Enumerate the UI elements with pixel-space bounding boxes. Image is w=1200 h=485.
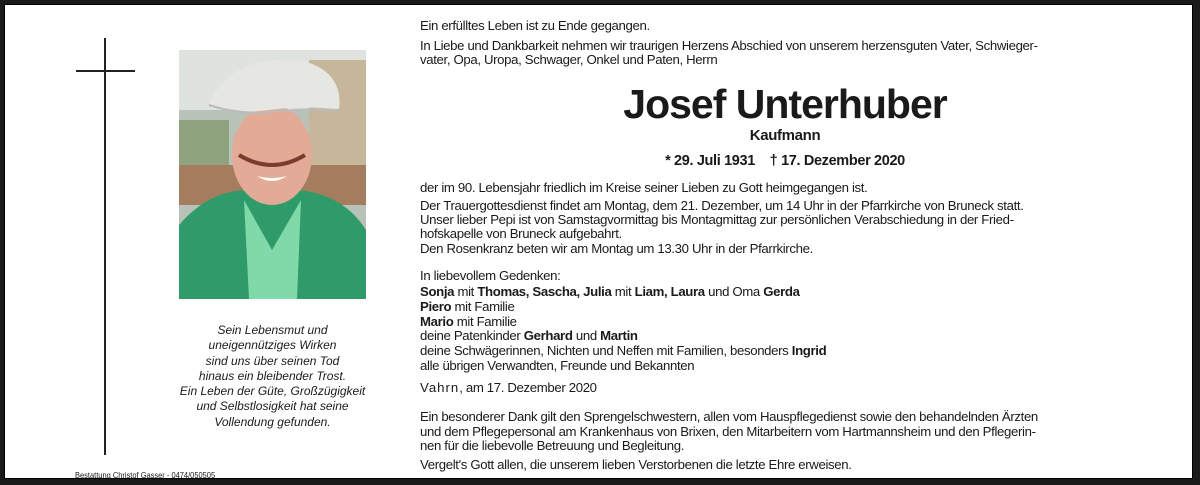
deceased-name: Josef Unterhuber <box>623 81 947 127</box>
quote-line: Vollendung gefunden. <box>214 414 331 429</box>
mourner-line: deine Patenkinder Gerhard und Martin <box>420 328 638 343</box>
mourner-line: deine Schwägerinnen, Nichten und Neffen mit Familien, besonders Ingrid <box>420 343 827 358</box>
intro-line: vater, Opa, Uropa, Schwager, Onkel und Paten, Herrn <box>420 52 718 67</box>
quote-line: hinaus ein bleibender Trost. <box>198 368 347 383</box>
death-date: † 17. Dezember 2020 <box>769 153 905 169</box>
quote-line: Sein Lebensmut und <box>217 323 328 337</box>
thanks-line: Ein besonderer Dank gilt den Sprengelschwestern, allen vom Hauspflegedienst sowie den behandelnden Ärzten <box>420 409 1038 424</box>
quote-line: und Selbstlosigkeit hat seine <box>196 399 349 414</box>
cross-icon <box>104 38 106 455</box>
quote-line: sind uns über seinen Tod <box>205 353 340 368</box>
thanks-line: nen für die liebevolle Betreuung und Begleitung. <box>420 438 685 453</box>
intro-line: Ein erfülltes Leben ist zu Ende gegangen. <box>420 18 650 33</box>
mourner-line: alle übrigen Verwandten, Freunde und Bekannten <box>420 358 695 373</box>
body-line: der im 90. Lebensjahr friedlich im Kreise seiner Lieben zu Gott heimgegangen ist. <box>420 180 868 195</box>
mourner-line: Sonja mit Thomas, Sascha, Julia mit Liam, Laura und Oma Gerda <box>420 284 800 299</box>
mourners-heading: In liebevollem Gedenken: <box>420 268 561 283</box>
body-line: Der Trauergottesdienst findet am Montag, dem 21. Dezember, um 14 Uhr in der Pfarrkirche von Bruneck statt. <box>420 198 1024 213</box>
profession: Kaufmann <box>749 127 821 144</box>
thanks-line: und dem Pflegepersonal am Krankenhaus von Brixen, den Mitarbeitern vom Hartmannsheim und den Pflegerin- <box>420 424 1036 439</box>
portrait-photo <box>179 50 366 299</box>
quote-line: Ein Leben der Güte, Großzügigkeit <box>179 384 366 399</box>
body-line: hofskapelle von Bruneck aufgebahrt. <box>420 226 622 241</box>
body-line: Den Rosenkranz beten wir am Montag um 13.30 Uhr in der Pfarrkirche. <box>420 241 813 256</box>
death-notice <box>4 4 1193 479</box>
mourner-line: Piero mit Familie <box>420 299 515 314</box>
undertaker-credit: Bestattung Christof Gasser - 0474/050505 <box>75 470 216 480</box>
intro-line: In Liebe und Dankbarkeit nehmen wir traurigen Herzens Abschied von unserem herzensguten Vater, Schwieger- <box>420 38 1038 53</box>
life-dates <box>420 154 1150 168</box>
cross-icon-bar <box>76 70 135 72</box>
place-date: Vahrn, am 17. Dezember 2020 <box>420 380 597 395</box>
birth-date: * 29. Juli 1931 <box>665 153 755 169</box>
quote-line: uneigennütziges Wirken <box>208 338 337 353</box>
memorial-quote <box>175 323 370 430</box>
mourner-line: Mario mit Familie <box>420 314 517 329</box>
thanks-line: Vergelt's Gott allen, die unserem lieben Verstorbenen die letzte Ehre erweisen. <box>420 457 852 472</box>
body-line: Unser lieber Pepi ist von Samstagvormittag bis Montagmittag zur persönlichen Verabschiedung in der Fried- <box>420 212 1014 227</box>
